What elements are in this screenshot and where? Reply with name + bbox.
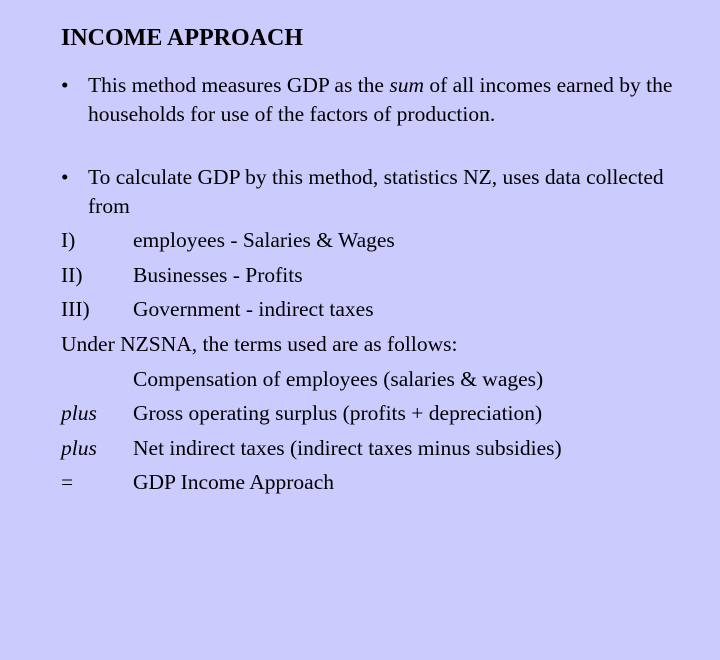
bullet-icon: • bbox=[61, 73, 69, 97]
source-text: Businesses - Profits bbox=[133, 263, 303, 287]
bullet-text-emphasis: sum bbox=[389, 73, 425, 97]
bullet-text bbox=[88, 71, 681, 129]
source-label: II) bbox=[61, 263, 83, 287]
bullet-text-start: This method measures GDP as the bbox=[88, 73, 390, 97]
bullet-text: To calculate GDP by this method, statistics NZ, uses data collected from bbox=[88, 165, 664, 218]
bullet-icon: • bbox=[61, 165, 69, 189]
bullet-item-sum-method bbox=[61, 71, 681, 129]
component-text: Compensation of employees (salaries & wages) bbox=[133, 367, 544, 391]
component-operator: = bbox=[61, 470, 74, 494]
nzsna-intro: Under NZSNA, the terms used are as follows: bbox=[61, 332, 458, 356]
component-operator: plus bbox=[61, 401, 97, 425]
component-text: GDP Income Approach bbox=[133, 470, 335, 494]
source-label: III) bbox=[61, 297, 90, 321]
source-text: employees - Salaries & Wages bbox=[133, 228, 395, 252]
bullet-text-end: of all incomes earned by the households for use of the factors of production. bbox=[88, 73, 673, 126]
component-operator: plus bbox=[61, 436, 97, 460]
source-label: I) bbox=[61, 228, 76, 252]
component-text: Net indirect taxes (indirect taxes minus subsidies) bbox=[133, 436, 562, 460]
bullet-item-data-sources bbox=[61, 163, 681, 221]
page-title: INCOME APPROACH bbox=[61, 25, 303, 51]
source-text: Government - indirect taxes bbox=[133, 297, 374, 321]
component-text: Gross operating surplus (profits + depreciation) bbox=[133, 401, 543, 425]
